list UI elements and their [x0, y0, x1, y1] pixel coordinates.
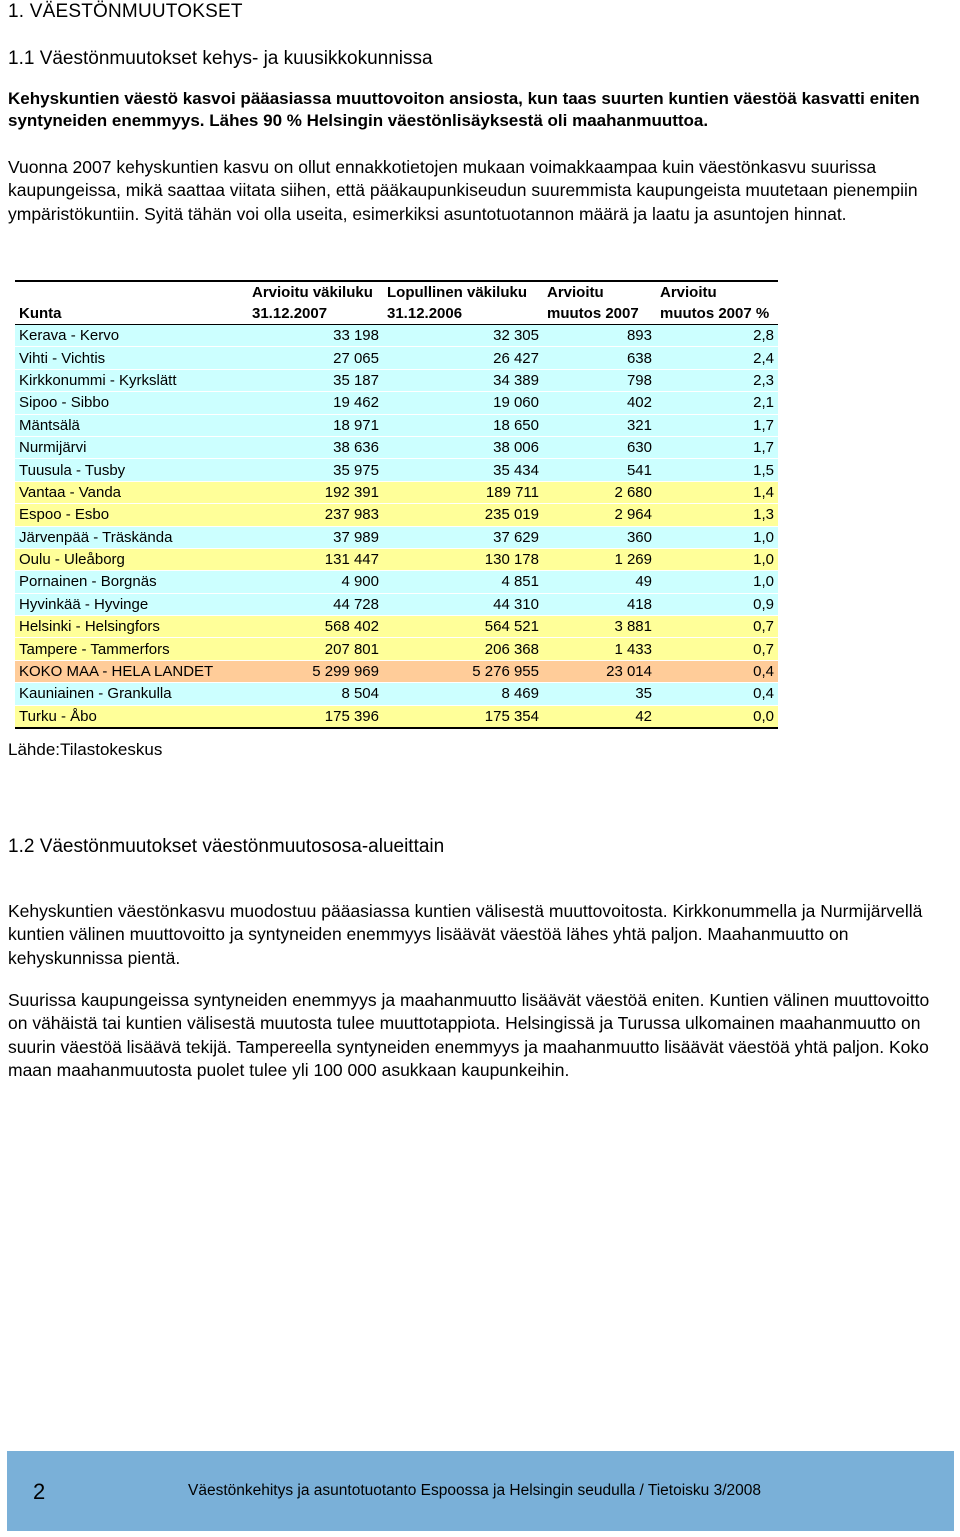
body-paragraph-1: Vuonna 2007 kehyskuntien kasvu on ollut ennakkotietojen mukaan voimakkaampaa kuin väestönkasvu suurissa kaupungeissa, mikä saattaa viitata siihen, että pääkaupunkiseudun suuremmista kaupungeista muutetaan pienempiin ympäristökuntiin. Syitä tähän voi olla useita, esimerkiksi asuntotuotannon määrä ja laatu ja asuntojen hinnat. [8, 157, 918, 224]
cell-kunta: Tuusula - Tusby [15, 459, 248, 481]
cell-muutos: 23 014 [543, 660, 656, 682]
cell-lopullinen: 189 711 [383, 481, 543, 503]
table-row [15, 369, 778, 391]
cell-arvioitu: 237 983 [248, 504, 383, 526]
table-row [15, 548, 778, 570]
table-row [15, 683, 778, 705]
cell-kunta: Espoo - Esbo [15, 504, 248, 526]
cell-arvioitu: 5 299 969 [248, 660, 383, 682]
cell-pct: 1,3 [656, 504, 778, 526]
cell-muutos: 630 [543, 436, 656, 458]
cell-kunta: Tampere - Tammerfors [15, 638, 248, 660]
cell-kunta: Oulu - Uleåborg [15, 548, 248, 570]
table-row [15, 436, 778, 458]
cell-kunta: KOKO MAA - HELA LANDET [15, 660, 248, 682]
cell-pct: 2,4 [656, 347, 778, 369]
cell-arvioitu: 18 971 [248, 414, 383, 436]
cell-pct: 2,8 [656, 325, 778, 347]
cell-kunta: Vantaa - Vanda [15, 481, 248, 503]
section-heading: 1.1 Väestönmuutokset kehys- ja kuusikkokunnissa [8, 48, 433, 69]
cell-pct: 1,5 [656, 459, 778, 481]
cell-pct: 1,4 [656, 481, 778, 503]
cell-arvioitu: 175 396 [248, 705, 383, 728]
cell-pct: 0,4 [656, 660, 778, 682]
cell-pct: 1,7 [656, 436, 778, 458]
cell-muutos: 638 [543, 347, 656, 369]
table-source: Lähde:Tilastokeskus [8, 740, 163, 759]
cell-pct: 0,4 [656, 683, 778, 705]
cell-arvioitu: 35 187 [248, 369, 383, 391]
cell-muutos: 35 [543, 683, 656, 705]
table-header-row [15, 281, 778, 325]
cell-muutos: 418 [543, 593, 656, 615]
cell-lopullinen: 37 629 [383, 526, 543, 548]
cell-arvioitu: 131 447 [248, 548, 383, 570]
cell-kunta: Mäntsälä [15, 414, 248, 436]
cell-pct: 1,7 [656, 414, 778, 436]
cell-lopullinen: 34 389 [383, 369, 543, 391]
cell-pct: 2,1 [656, 392, 778, 414]
cell-lopullinen: 32 305 [383, 325, 543, 347]
table-row [15, 504, 778, 526]
lead-paragraph: Kehyskuntien väestö kasvoi pääasiassa muuttovoiton ansiosta, kun taas suurten kuntien väestöä kasvatti eniten syntyneiden enemmyys. Lähes 90 % Helsingin väestönlisäyksestä oli maahanmuuttoa. [8, 89, 920, 130]
cell-pct: 0,7 [656, 638, 778, 660]
cell-arvioitu: 33 198 [248, 325, 383, 347]
cell-lopullinen: 38 006 [383, 436, 543, 458]
cell-kunta: Hyvinkää - Hyvinge [15, 593, 248, 615]
cell-lopullinen: 35 434 [383, 459, 543, 481]
page-number: 2 [33, 1479, 46, 1504]
cell-lopullinen: 564 521 [383, 616, 543, 638]
cell-lopullinen: 4 851 [383, 571, 543, 593]
cell-lopullinen: 5 276 955 [383, 660, 543, 682]
cell-arvioitu: 19 462 [248, 392, 383, 414]
section-heading-2: 1.2 Väestönmuutokset väestönmuutososa-alueittain [8, 836, 445, 857]
header-kunta: Kunta [19, 305, 62, 322]
cell-kunta: Turku - Åbo [15, 705, 248, 728]
cell-lopullinen: 206 368 [383, 638, 543, 660]
cell-lopullinen: 130 178 [383, 548, 543, 570]
page-footer [7, 1451, 954, 1531]
header-lopullinen-vakiluku: Lopullinen väkiluku 31.12.2006 [387, 284, 528, 322]
table-row [15, 481, 778, 503]
cell-lopullinen: 26 427 [383, 347, 543, 369]
cell-muutos: 1 269 [543, 548, 656, 570]
cell-lopullinen: 8 469 [383, 683, 543, 705]
cell-kunta: Nurmijärvi [15, 436, 248, 458]
footer-publication-title: Väestönkehitys ja asuntotuotanto Espoossa ja Helsingin seudulla / Tietoisku 3/2008 [188, 1482, 762, 1499]
cell-muutos: 893 [543, 325, 656, 347]
cell-muutos: 42 [543, 705, 656, 728]
cell-lopullinen: 175 354 [383, 705, 543, 728]
cell-muutos: 49 [543, 571, 656, 593]
table-row [15, 638, 778, 660]
cell-lopullinen: 44 310 [383, 593, 543, 615]
table-row [15, 325, 778, 347]
cell-arvioitu: 4 900 [248, 571, 383, 593]
header-arvioitu-muutos-pct: Arvioitu muutos 2007 % [660, 284, 770, 322]
cell-kunta: Vihti - Vichtis [15, 347, 248, 369]
cell-muutos: 798 [543, 369, 656, 391]
table-row [15, 459, 778, 481]
cell-muutos: 321 [543, 414, 656, 436]
table-row [15, 571, 778, 593]
cell-lopullinen: 18 650 [383, 414, 543, 436]
body-paragraph-2: Kehyskuntien väestönkasvu muodostuu pääasiassa kuntien välisestä muuttovoitosta. Kirkkonummella ja Nurmijärvellä kuntien välinen muuttovoitto ja syntyneiden enemmyys lisäävät väestöä lähes yhtä paljon. Maahanmuutto on kehyskunnissa pientä. [8, 901, 923, 968]
cell-arvioitu: 38 636 [248, 436, 383, 458]
cell-arvioitu: 8 504 [248, 683, 383, 705]
cell-arvioitu: 44 728 [248, 593, 383, 615]
cell-muutos: 2 964 [543, 504, 656, 526]
table-row [15, 414, 778, 436]
cell-kunta: Kauniainen - Grankulla [15, 683, 248, 705]
cell-muutos: 1 433 [543, 638, 656, 660]
population-change-table [15, 280, 778, 729]
table-row [15, 616, 778, 638]
cell-kunta: Sipoo - Sibbo [15, 392, 248, 414]
cell-arvioitu: 27 065 [248, 347, 383, 369]
table-row [15, 705, 778, 728]
cell-pct: 0,9 [656, 593, 778, 615]
table-row [15, 526, 778, 548]
table-row [15, 347, 778, 369]
cell-muutos: 2 680 [543, 481, 656, 503]
cell-lopullinen: 19 060 [383, 392, 543, 414]
cell-pct: 0,0 [656, 705, 778, 728]
cell-kunta: Järvenpää - Träskända [15, 526, 248, 548]
cell-arvioitu: 35 975 [248, 459, 383, 481]
cell-arvioitu: 37 989 [248, 526, 383, 548]
cell-muutos: 402 [543, 392, 656, 414]
cell-pct: 1,0 [656, 571, 778, 593]
cell-muutos: 360 [543, 526, 656, 548]
cell-pct: 0,7 [656, 616, 778, 638]
chapter-heading: 1. VÄESTÖNMUUTOKSET [8, 1, 243, 22]
cell-pct: 1,0 [656, 526, 778, 548]
cell-pct: 2,3 [656, 369, 778, 391]
cell-kunta: Kerava - Kervo [15, 325, 248, 347]
header-arvioitu-vakiluku: Arvioitu väkiluku 31.12.2007 [252, 284, 373, 322]
table-row [15, 660, 778, 682]
cell-muutos: 541 [543, 459, 656, 481]
cell-arvioitu: 207 801 [248, 638, 383, 660]
cell-arvioitu: 192 391 [248, 481, 383, 503]
body-paragraph-3: Suurissa kaupungeissa syntyneiden enemmyys ja maahanmuutto lisäävät väestöä eniten. Kuntien välinen muuttovoitto on vähäistä tai kuntien välisestä muutosta tulee muuttotappiota. Helsingissä ja Turussa ulkomainen maahanmuutto on suurin väestöä lisäävä tekijä. Tampereella syntyneiden enemmyys ja maahanmuutto lisäävät väestöä yhtä paljon. Koko maan maahanmuutosta puolet tulee yli 100 000 asukkaan kaupunkeihin. [8, 990, 930, 1081]
cell-muutos: 3 881 [543, 616, 656, 638]
cell-kunta: Kirkkonummi - Kyrkslätt [15, 369, 248, 391]
cell-pct: 1,0 [656, 548, 778, 570]
cell-arvioitu: 568 402 [248, 616, 383, 638]
table-row [15, 392, 778, 414]
header-arvioitu-muutos: Arvioitu muutos 2007 [547, 284, 639, 322]
table-row [15, 593, 778, 615]
cell-lopullinen: 235 019 [383, 504, 543, 526]
cell-kunta: Pornainen - Borgnäs [15, 571, 248, 593]
cell-kunta: Helsinki - Helsingfors [15, 616, 248, 638]
